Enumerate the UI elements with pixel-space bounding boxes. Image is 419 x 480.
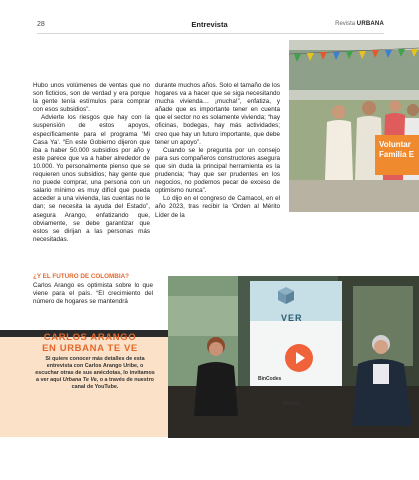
subheading: ¿Y EL FUTURO DE COLOMBIA? xyxy=(33,273,129,280)
paragraph: Carlos Arango es optimista sobre lo que viene para el país. “El crecimiento del número de hogares se mantendrá xyxy=(33,282,153,306)
promo-title-line-1: CARLOS ARANGO xyxy=(43,332,137,343)
volunteers-photo-art xyxy=(289,40,419,212)
section-title: Entrevista xyxy=(191,20,228,29)
banner-text-2: Familia E xyxy=(379,150,415,159)
promo-title xyxy=(20,333,160,354)
booth-label: VER xyxy=(281,313,303,323)
paragraph: Hubo unos volúmenes de ventas que no son ficticios, son de verdad y era porque la gente tenía estímulos para comprar con esos subsidios”. xyxy=(33,82,150,114)
page-number: 28 xyxy=(37,21,45,28)
volunteers-photo xyxy=(289,40,419,212)
magazine-brand: URBANA xyxy=(356,21,384,27)
header-divider xyxy=(37,33,384,34)
video-thumbnail[interactable] xyxy=(168,276,419,438)
paragraph: Advierte los riesgos que hay con la suspensión de estos apoyos, específicamente para el programa ‘Mi Casa Ya’. “En este Gobierno dijeron que iba a haber 50.000 subsidios por año y este parece que va a haber alrededor de 10.000. Yo personalmente pienso que se requieren unos subsidios; hay gente que no puede comprar, una persona con un salario mínimo es muy difícil que pueda acceder a una vivienda, las cuentas no le dan; se necesita la ayuda del Estado”, asegura Arango, enfatizando que, obviamente, se debe garantizar que estos se dirijan a las personas más necesitadas. xyxy=(33,114,150,243)
article-column-2 xyxy=(155,82,280,220)
promo-text: Si quiere conocer más detalles de esta entrevista con Carlos Arango Uribe, o escuchar otras de sus anécdotas, lo invitamos a ver aquí Urbana Te Ve, o a través de nuestro canal de YouTube. xyxy=(35,356,155,390)
sponsor-logo-1: BinCodes xyxy=(258,376,282,382)
magazine-name xyxy=(335,21,384,27)
sponsor-logo-2: RUIDO xyxy=(283,401,300,407)
paragraph: durante muchos años. Solo el tamaño de los hogares va a hacer que se siga necesitando mucha vivienda… ¡mucha!”, enfatiza, y añade que es importante tener en cuenta que el sector no es solamente vivienda; “hay oficinas, bodegas, hay más actividades; creo que hay un futuro importante, que debe tener un apoyo”. xyxy=(155,82,280,146)
play-button-icon[interactable] xyxy=(285,344,313,372)
paragraph: Cuando se le pregunta por un consejo para sus compañeros constructores asegura que sin duda la principal herramienta es la prudencia; “hay que ser prudentes en los negocios, no podemos pecar de exceso de optimismo nunca”. xyxy=(155,146,280,195)
banner-text-1: Voluntar xyxy=(379,140,411,149)
magazine-prefix: Revista xyxy=(335,21,356,27)
article-column-1 xyxy=(33,82,150,244)
promo-title-line-2: EN URBANA TE VE xyxy=(42,342,138,354)
paragraph: Lo dijo en el congreso de Camacol, en el año 2023, tras recibir la ‘Orden al Mérito Líder de la xyxy=(155,195,280,219)
promo-link[interactable]: Urbana Te Ve xyxy=(62,377,97,383)
